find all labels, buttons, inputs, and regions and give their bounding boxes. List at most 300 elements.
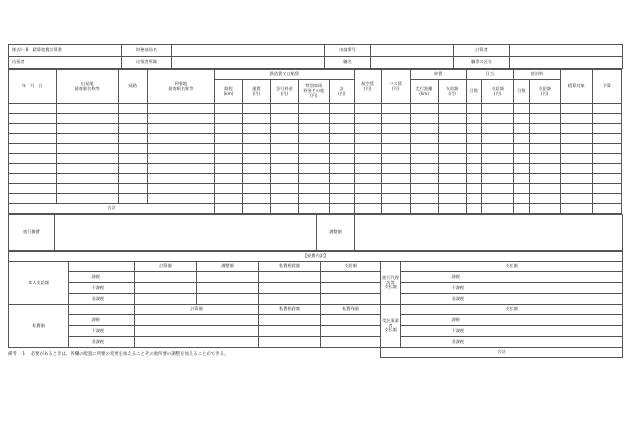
itinerary-cell[interactable] (466, 134, 482, 144)
itinerary-cell[interactable] (270, 184, 298, 194)
itinerary-cell[interactable] (56, 124, 118, 134)
spacer (69, 326, 89, 337)
itinerary-cell[interactable] (329, 144, 354, 154)
itinerary-cell[interactable] (381, 174, 410, 184)
itinerary-cell[interactable] (118, 134, 147, 144)
itinerary-cell[interactable] (592, 104, 621, 114)
itinerary-cell[interactable] (482, 154, 514, 164)
adjustment-label: 調整額 (317, 215, 355, 251)
itinerary-cell[interactable] (529, 124, 560, 134)
itinerary-cell[interactable] (298, 174, 329, 184)
itinerary-cell[interactable] (147, 174, 214, 184)
itinerary-cell[interactable] (9, 144, 57, 154)
itinerary-cell[interactable] (9, 174, 57, 184)
itinerary-cell[interactable] (214, 104, 242, 114)
itinerary-cell[interactable] (329, 174, 354, 184)
itinerary-cell[interactable] (381, 194, 410, 204)
own-blank-head (69, 262, 135, 272)
itinerary-cell[interactable] (560, 104, 592, 114)
own-cell[interactable] (135, 272, 197, 283)
private-col-remaining: 私費残額 (321, 305, 381, 315)
itinerary-cell[interactable] (270, 154, 298, 164)
own-tax-exempt: 非課税 (89, 294, 135, 305)
itinerary-cell[interactable] (9, 184, 57, 194)
route-header: 経路 (118, 70, 147, 104)
own-cell[interactable] (259, 283, 321, 294)
itinerary-cell[interactable] (592, 134, 621, 144)
total-cell[interactable] (298, 204, 329, 214)
itinerary-cell[interactable] (592, 184, 621, 194)
itinerary-cell[interactable] (529, 134, 560, 144)
itinerary-cell[interactable] (56, 174, 118, 184)
itinerary-cell[interactable] (354, 164, 381, 174)
bus-header: バス賃 (円) (381, 70, 410, 104)
itinerary-cell[interactable] (381, 104, 410, 114)
itinerary-cell[interactable] (514, 114, 530, 124)
itinerary-cell[interactable] (118, 124, 147, 134)
own-tax-nontaxable: 不課税 (89, 283, 135, 294)
itinerary-cell[interactable] (410, 194, 438, 204)
itinerary-cell[interactable] (147, 134, 214, 144)
car-distance-header: 走行距離 (km) (410, 80, 438, 104)
private-col-calculated: 計算額 (135, 305, 259, 315)
accepting-payment-header: 支払額 (401, 305, 623, 315)
itinerary-cell[interactable] (354, 114, 381, 124)
itinerary-cell[interactable] (514, 154, 530, 164)
itinerary-cell[interactable] (560, 114, 592, 124)
itinerary-cell[interactable] (354, 184, 381, 194)
itinerary-cell[interactable] (529, 154, 560, 164)
itinerary-cell[interactable] (298, 144, 329, 154)
itinerary-cell[interactable] (438, 144, 466, 154)
itinerary-row (9, 184, 622, 194)
breakdown-title: 【経費内訳】 (9, 252, 623, 262)
itinerary-cell[interactable] (242, 164, 270, 174)
own-col-calculated: 計算額 (135, 262, 197, 272)
traveler-label: 出張者 (9, 57, 122, 69)
itinerary-cell[interactable] (529, 194, 560, 204)
itinerary-cell[interactable] (147, 184, 214, 194)
total-cell[interactable] (381, 204, 410, 214)
itinerary-cell[interactable] (592, 174, 621, 184)
lodging-group-header: 宿泊料 (514, 70, 561, 80)
private-label: 私費額 (9, 305, 69, 348)
itinerary-cell[interactable] (270, 164, 298, 174)
budget-header: 予算 (592, 70, 621, 104)
itinerary-cell[interactable] (56, 144, 118, 154)
itinerary-cell[interactable] (410, 174, 438, 184)
application-no-field[interactable] (371, 45, 454, 57)
itinerary-cell[interactable] (270, 124, 298, 134)
itinerary-cell[interactable] (118, 174, 147, 184)
itinerary-cell[interactable] (298, 124, 329, 134)
own-cell[interactable] (321, 283, 381, 294)
itinerary-cell[interactable] (354, 104, 381, 114)
travel-misc-field[interactable] (55, 215, 317, 251)
note-number: 1 (22, 352, 26, 357)
itinerary-cell[interactable] (147, 104, 214, 114)
spacer (69, 315, 89, 326)
daily-days-header: 日数 (466, 80, 482, 104)
itinerary-cell[interactable] (560, 154, 592, 164)
itinerary-cell[interactable] (438, 164, 466, 174)
traveler-affiliation-label: 出張者所属 (122, 57, 172, 69)
itinerary-cell[interactable] (354, 134, 381, 144)
total-cell[interactable] (354, 204, 381, 214)
itinerary-cell[interactable] (9, 124, 57, 134)
itinerary-cell[interactable] (118, 144, 147, 154)
itinerary-cell[interactable] (118, 164, 147, 174)
itinerary-cell[interactable] (214, 194, 242, 204)
itinerary-cell[interactable] (354, 154, 381, 164)
itinerary-cell[interactable] (270, 144, 298, 154)
itinerary-cell[interactable] (214, 134, 242, 144)
itinerary-cell[interactable] (56, 164, 118, 174)
itinerary-cell[interactable] (466, 144, 482, 154)
itinerary-cell[interactable] (381, 134, 410, 144)
itinerary-cell[interactable] (354, 124, 381, 134)
total-cell[interactable] (466, 204, 482, 214)
travel-misc-label: 旅行雑費 (9, 215, 55, 251)
itinerary-cell[interactable] (466, 154, 482, 164)
itinerary-cell[interactable] (56, 154, 118, 164)
own-payment-label: 本人支給額 (9, 262, 69, 305)
private-cell[interactable] (259, 315, 321, 326)
daily-group-header: 日当 (466, 70, 514, 80)
itinerary-cell[interactable] (438, 184, 466, 194)
itinerary-cell[interactable] (381, 114, 410, 124)
breakdown-total-label: 合計 (381, 348, 623, 358)
itinerary-row (9, 194, 622, 204)
itinerary-cell[interactable] (214, 174, 242, 184)
itinerary-cell[interactable] (298, 104, 329, 114)
itinerary-cell[interactable] (329, 184, 354, 194)
itinerary-cell[interactable] (410, 134, 438, 144)
spacer (401, 337, 449, 348)
itinerary-cell[interactable] (514, 144, 530, 154)
itinerary-cell[interactable] (381, 184, 410, 194)
itinerary-cell[interactable] (9, 134, 57, 144)
itinerary-cell[interactable] (466, 164, 482, 174)
itinerary-cell[interactable] (560, 164, 592, 174)
itinerary-cell[interactable] (560, 144, 592, 154)
itinerary-cell[interactable] (529, 184, 560, 194)
itinerary-cell[interactable] (438, 114, 466, 124)
itinerary-cell[interactable] (466, 184, 482, 194)
itinerary-cell[interactable] (514, 134, 530, 144)
itinerary-row (9, 164, 622, 174)
itinerary-cell[interactable] (329, 194, 354, 204)
itinerary-cell[interactable] (147, 114, 214, 124)
itinerary-cell[interactable] (560, 134, 592, 144)
itinerary-cell[interactable] (438, 134, 466, 144)
itinerary-cell[interactable] (270, 174, 298, 184)
itinerary-cell[interactable] (214, 184, 242, 194)
itinerary-cell[interactable] (514, 174, 530, 184)
itinerary-cell[interactable] (592, 124, 621, 134)
itinerary-cell[interactable] (298, 164, 329, 174)
itinerary-cell[interactable] (482, 124, 514, 134)
itinerary-cell[interactable] (466, 104, 482, 114)
itinerary-cell[interactable] (270, 104, 298, 114)
itinerary-cell[interactable] (214, 124, 242, 134)
itinerary-cell[interactable] (147, 164, 214, 174)
itinerary-cell[interactable] (298, 154, 329, 164)
itinerary-cell[interactable] (118, 194, 147, 204)
post-field[interactable] (371, 57, 454, 69)
itinerary-cell[interactable] (410, 184, 438, 194)
itinerary-cell[interactable] (56, 194, 118, 204)
private-cell[interactable] (321, 326, 381, 337)
private-cell[interactable] (259, 337, 321, 348)
spacer (401, 294, 449, 305)
private-col-offset: 私費相殺額 (259, 305, 321, 315)
total-cell[interactable] (270, 204, 298, 214)
itinerary-cell[interactable] (592, 194, 621, 204)
total-cell[interactable] (438, 204, 466, 214)
itinerary-cell[interactable] (410, 164, 438, 174)
itinerary-cell[interactable] (560, 184, 592, 194)
itinerary-cell[interactable] (482, 144, 514, 154)
itinerary-cell[interactable] (438, 154, 466, 164)
itinerary-cell[interactable] (354, 144, 381, 154)
itinerary-cell[interactable] (242, 144, 270, 154)
date-header: 年 月 日 (9, 70, 57, 104)
itinerary-cell[interactable] (381, 164, 410, 174)
itinerary-cell[interactable] (592, 154, 621, 164)
total-cell[interactable] (329, 204, 354, 214)
agency-payment-header: 支払額 (401, 262, 623, 272)
adjustment-field[interactable] (355, 215, 623, 251)
itinerary-cell[interactable] (482, 104, 514, 114)
rail-total-header: 計 (円) (329, 80, 354, 104)
itinerary-cell[interactable] (242, 154, 270, 164)
own-cell[interactable] (197, 294, 259, 305)
rail-special-header: 特別車両 料金その他 (円) (298, 80, 329, 104)
itinerary-cell[interactable] (466, 194, 482, 204)
form-number: 様式Ⅰ－8 精算旅費計算書 (9, 45, 122, 57)
itinerary-cell[interactable] (410, 154, 438, 164)
own-cell[interactable] (259, 272, 321, 283)
itinerary-cell[interactable] (438, 174, 466, 184)
itinerary-cell[interactable] (298, 194, 329, 204)
total-cell[interactable] (514, 204, 530, 214)
itinerary-cell[interactable] (147, 124, 214, 134)
own-cell[interactable] (259, 294, 321, 305)
own-cell[interactable] (321, 272, 381, 283)
grade-label: 職等の区分 (454, 57, 510, 69)
finance-office-label: 財務部局名 (122, 45, 172, 57)
arrival-header: 到着地 最寄駅名称等 (147, 70, 214, 104)
itinerary-row (9, 174, 622, 184)
itinerary-cell[interactable] (147, 194, 214, 204)
total-cell[interactable] (560, 204, 592, 214)
itinerary-cell[interactable] (329, 124, 354, 134)
agency-payment-label: 旅行代理店等 支払額 (381, 262, 401, 305)
itinerary-cell[interactable] (270, 114, 298, 124)
itinerary-cell[interactable] (438, 124, 466, 134)
itinerary-cell[interactable] (466, 174, 482, 184)
itinerary-cell[interactable] (482, 174, 514, 184)
itinerary-cell[interactable] (514, 184, 530, 194)
itinerary-cell[interactable] (242, 124, 270, 134)
itinerary-cell[interactable] (560, 174, 592, 184)
itinerary-cell[interactable] (560, 124, 592, 134)
itinerary-cell[interactable] (381, 124, 410, 134)
private-cell[interactable] (321, 337, 381, 348)
rail-group-header: 鉄道賃又は船賃 (214, 70, 354, 80)
itinerary-cell[interactable] (410, 114, 438, 124)
itinerary-cell[interactable] (381, 144, 410, 154)
private-cell[interactable] (321, 315, 381, 326)
itinerary-cell[interactable] (298, 114, 329, 124)
itinerary-cell[interactable] (410, 104, 438, 114)
itinerary-row (9, 154, 622, 164)
itinerary-cell[interactable] (56, 184, 118, 194)
itinerary-cell[interactable] (529, 104, 560, 114)
itinerary-cell[interactable] (214, 154, 242, 164)
total-cell[interactable] (242, 204, 270, 214)
private-cell[interactable] (135, 315, 259, 326)
total-cell[interactable] (592, 204, 621, 214)
itinerary-cell[interactable] (118, 184, 147, 194)
finance-office-field[interactable] (172, 45, 325, 57)
settlement-header: 精算対象 (560, 70, 592, 104)
itinerary-cell[interactable] (242, 174, 270, 184)
own-col-offset: 私費相殺額 (259, 262, 321, 272)
itinerary-cell[interactable] (214, 164, 242, 174)
itinerary-cell[interactable] (592, 144, 621, 154)
itinerary-cell[interactable] (592, 114, 621, 124)
own-cell[interactable] (197, 272, 259, 283)
rail-fare-header: 運賃 (円) (242, 80, 270, 104)
itinerary-row (9, 144, 622, 154)
itinerary-cell[interactable] (118, 114, 147, 124)
private-cell[interactable] (135, 326, 259, 337)
itinerary-cell[interactable] (56, 104, 118, 114)
itinerary-cell[interactable] (354, 194, 381, 204)
itinerary-row (9, 124, 622, 134)
private-cell[interactable] (259, 326, 321, 337)
itinerary-row (9, 104, 622, 114)
spacer (401, 283, 449, 294)
itinerary-cell[interactable] (56, 114, 118, 124)
itinerary-cell[interactable] (9, 114, 57, 124)
itinerary-cell[interactable] (242, 184, 270, 194)
itinerary-cell[interactable] (147, 154, 214, 164)
itinerary-cell[interactable] (242, 114, 270, 124)
itinerary-cell[interactable] (514, 124, 530, 134)
note-text: 必要があるときは，各欄の配置に所要の変更を加えることその他所要の調整を加えることができる。 (30, 352, 229, 357)
itinerary-cell[interactable] (270, 194, 298, 204)
itinerary-cell[interactable] (410, 124, 438, 134)
grade-field[interactable] (510, 57, 623, 69)
itinerary-cell[interactable] (147, 144, 214, 154)
itinerary-cell[interactable] (466, 124, 482, 134)
itinerary-cell[interactable] (214, 114, 242, 124)
itinerary-cell[interactable] (298, 184, 329, 194)
private-tax-exempt: 非課税 (89, 337, 135, 348)
itinerary-cell[interactable] (56, 134, 118, 144)
itinerary-cell[interactable] (329, 104, 354, 114)
itinerary-cell[interactable] (438, 104, 466, 114)
own-cell[interactable] (321, 294, 381, 305)
itinerary-cell[interactable] (482, 184, 514, 194)
itinerary-cell[interactable] (298, 134, 329, 144)
total-cell[interactable] (482, 204, 514, 214)
header-table (8, 44, 623, 69)
itinerary-cell[interactable] (242, 134, 270, 144)
rail-distance-header: 路程 (km) (214, 80, 242, 104)
total-cell[interactable] (410, 204, 438, 214)
private-tax-nontaxable: 不課税 (89, 326, 135, 337)
itinerary-cell[interactable] (514, 194, 530, 204)
air-header: 航空賃 (円) (354, 70, 381, 104)
application-no-label: 申請番号 (325, 45, 371, 57)
itinerary-cell[interactable] (242, 104, 270, 114)
itinerary-cell[interactable] (329, 114, 354, 124)
itinerary-cell[interactable] (482, 134, 514, 144)
itinerary-cell[interactable] (529, 114, 560, 124)
itinerary-cell[interactable] (410, 144, 438, 154)
itinerary-cell[interactable] (118, 154, 147, 164)
itinerary-cell[interactable] (592, 164, 621, 174)
itinerary-cell[interactable] (482, 194, 514, 204)
own-cell[interactable] (197, 283, 259, 294)
lodging-nights-header: 日数 (514, 80, 530, 104)
itinerary-cell[interactable] (514, 104, 530, 114)
itinerary-cell[interactable] (9, 154, 57, 164)
itinerary-cell[interactable] (329, 134, 354, 144)
itinerary-cell[interactable] (466, 114, 482, 124)
private-cell[interactable] (135, 337, 259, 348)
itinerary-cell[interactable] (529, 144, 560, 154)
itinerary-cell[interactable] (270, 134, 298, 144)
itinerary-cell[interactable] (560, 194, 592, 204)
itinerary-cell[interactable] (438, 194, 466, 204)
itinerary-cell[interactable] (9, 164, 57, 174)
calculator-field[interactable] (510, 45, 623, 57)
total-cell[interactable] (529, 204, 560, 214)
own-cell[interactable] (135, 283, 197, 294)
spacer (69, 337, 89, 348)
itinerary-cell[interactable] (482, 164, 514, 174)
itinerary-cell[interactable] (354, 174, 381, 184)
total-cell[interactable] (214, 204, 242, 214)
itinerary-cell[interactable] (329, 154, 354, 164)
itinerary-cell[interactable] (381, 154, 410, 164)
itinerary-cell[interactable] (242, 194, 270, 204)
breakdown-table (8, 251, 623, 358)
private-blank-head (69, 305, 135, 315)
itinerary-cell[interactable] (329, 164, 354, 174)
itinerary-cell[interactable] (9, 104, 57, 114)
own-cell[interactable] (135, 294, 197, 305)
itinerary-cell[interactable] (214, 144, 242, 154)
rail-express-header: 急行料金 (円) (270, 80, 298, 104)
itinerary-cell[interactable] (482, 114, 514, 124)
lodging-amount-header: 支給額 (円) (529, 80, 560, 104)
spacer (401, 315, 449, 326)
itinerary-cell[interactable] (514, 164, 530, 174)
traveler-affiliation-field[interactable] (172, 57, 325, 69)
itinerary-cell[interactable] (118, 104, 147, 114)
itinerary-cell[interactable] (9, 194, 57, 204)
itinerary-cell[interactable] (529, 174, 560, 184)
post-label: 職名 (325, 57, 371, 69)
departure-header: 出発地 最寄駅名称等 (56, 70, 118, 104)
itinerary-cell[interactable] (529, 164, 560, 174)
